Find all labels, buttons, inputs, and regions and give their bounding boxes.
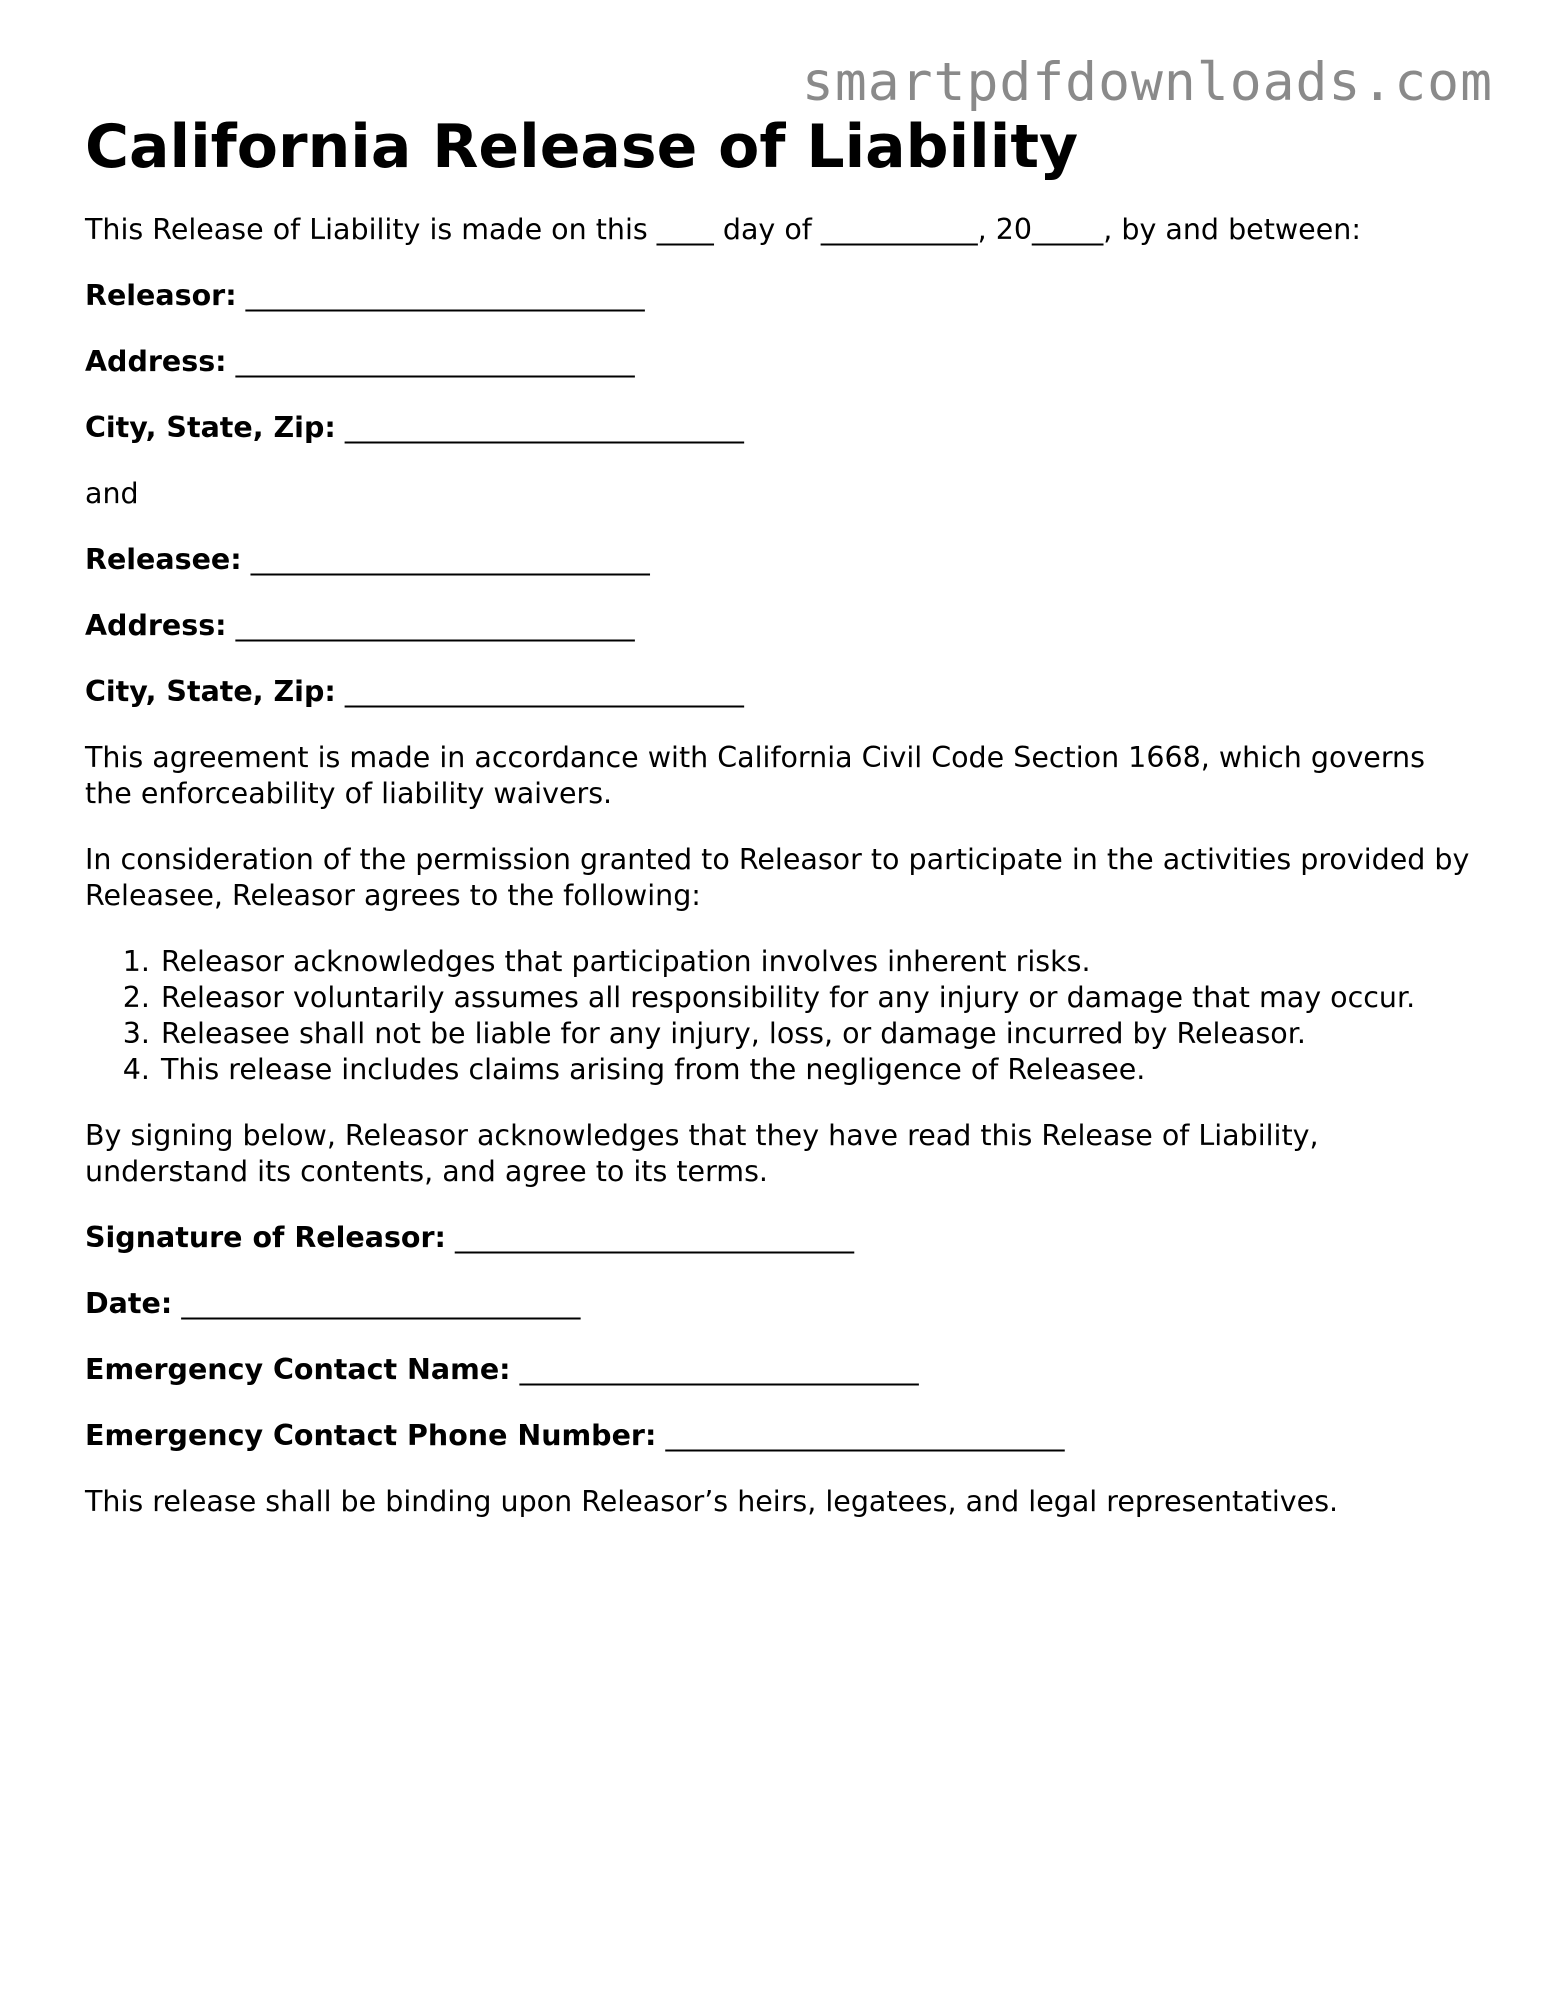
signature-blank[interactable]: ____________________________ [455, 1221, 855, 1254]
document-title: California Release of Liability [85, 112, 1079, 182]
signature-field[interactable] [85, 1220, 1475, 1256]
releasor-city-field[interactable] [85, 410, 1475, 446]
emergency-name-field[interactable] [85, 1352, 1475, 1388]
consideration-paragraph: In consideration of the permission granted to Releasor to participate in the activities provided by Releasee, Releasor agrees to the following: [85, 843, 1470, 912]
intro-paragraph: This Release of Liability is made on this ____ day of ___________, 20_____, by and between: [85, 213, 1361, 246]
terms-list [85, 944, 1475, 1088]
releasee-city-field[interactable] [85, 674, 1475, 710]
emergency-name-blank[interactable]: ____________________________ [519, 1353, 919, 1386]
and-text: and [85, 477, 139, 510]
emergency-phone-blank[interactable]: ____________________________ [665, 1419, 1065, 1452]
date-field[interactable] [85, 1286, 1475, 1322]
binding-paragraph: This release shall be binding upon Releasor’s heirs, legatees, and legal representatives. [85, 1485, 1339, 1518]
date-blank[interactable]: ____________________________ [181, 1287, 581, 1320]
releasee-name-field[interactable] [85, 542, 1475, 578]
list-item: 3. Releasee shall not be liable for any injury, loss, or damage incurred by Releasor. [159, 1016, 1475, 1052]
releasee-city-blank[interactable]: ____________________________ [344, 675, 744, 708]
civil-code-paragraph: This agreement is made in accordance with California Civil Code Section 1668, which governs the enforceability of liability waivers. [85, 741, 1425, 810]
releasor-name-field[interactable] [85, 278, 1475, 314]
releasee-city-label: City, State, Zip: [85, 675, 336, 708]
list-item: 2. Releasor voluntarily assumes all responsibility for any injury or damage that may occur. [159, 980, 1475, 1016]
signature-label: Signature of Releasor: [85, 1221, 446, 1254]
releasee-name-blank[interactable]: ____________________________ [250, 543, 650, 576]
releasee-address-label: Address: [85, 609, 227, 642]
emergency-phone-field[interactable] [85, 1418, 1475, 1454]
releasor-city-label: City, State, Zip: [85, 411, 336, 444]
releasor-address-label: Address: [85, 345, 227, 378]
list-item: 4. This release includes claims arising from the negligence of Releasee. [159, 1052, 1475, 1088]
emergency-name-label: Emergency Contact Name: [85, 1353, 511, 1386]
releasor-name-blank[interactable]: ____________________________ [245, 279, 645, 312]
watermark: smartpdfdownloads.com [801, 52, 1493, 113]
acknowledgement-paragraph: By signing below, Releasor acknowledges that they have read this Release of Liability, understand its contents, and agree to its terms. [85, 1119, 1319, 1188]
releasee-address-blank[interactable]: ____________________________ [235, 609, 635, 642]
releasee-address-field[interactable] [85, 608, 1475, 644]
releasor-address-blank[interactable]: ____________________________ [235, 345, 635, 378]
releasee-name-label: Releasee: [85, 543, 242, 576]
emergency-phone-label: Emergency Contact Phone Number: [85, 1419, 657, 1452]
document-page [85, 108, 1475, 1520]
releasor-city-blank[interactable]: ____________________________ [344, 411, 744, 444]
releasor-address-field[interactable] [85, 344, 1475, 380]
releasor-name-label: Releasor: [85, 279, 237, 312]
list-item: 1. Releasor acknowledges that participation involves inherent risks. [159, 944, 1475, 980]
date-label: Date: [85, 1287, 173, 1320]
